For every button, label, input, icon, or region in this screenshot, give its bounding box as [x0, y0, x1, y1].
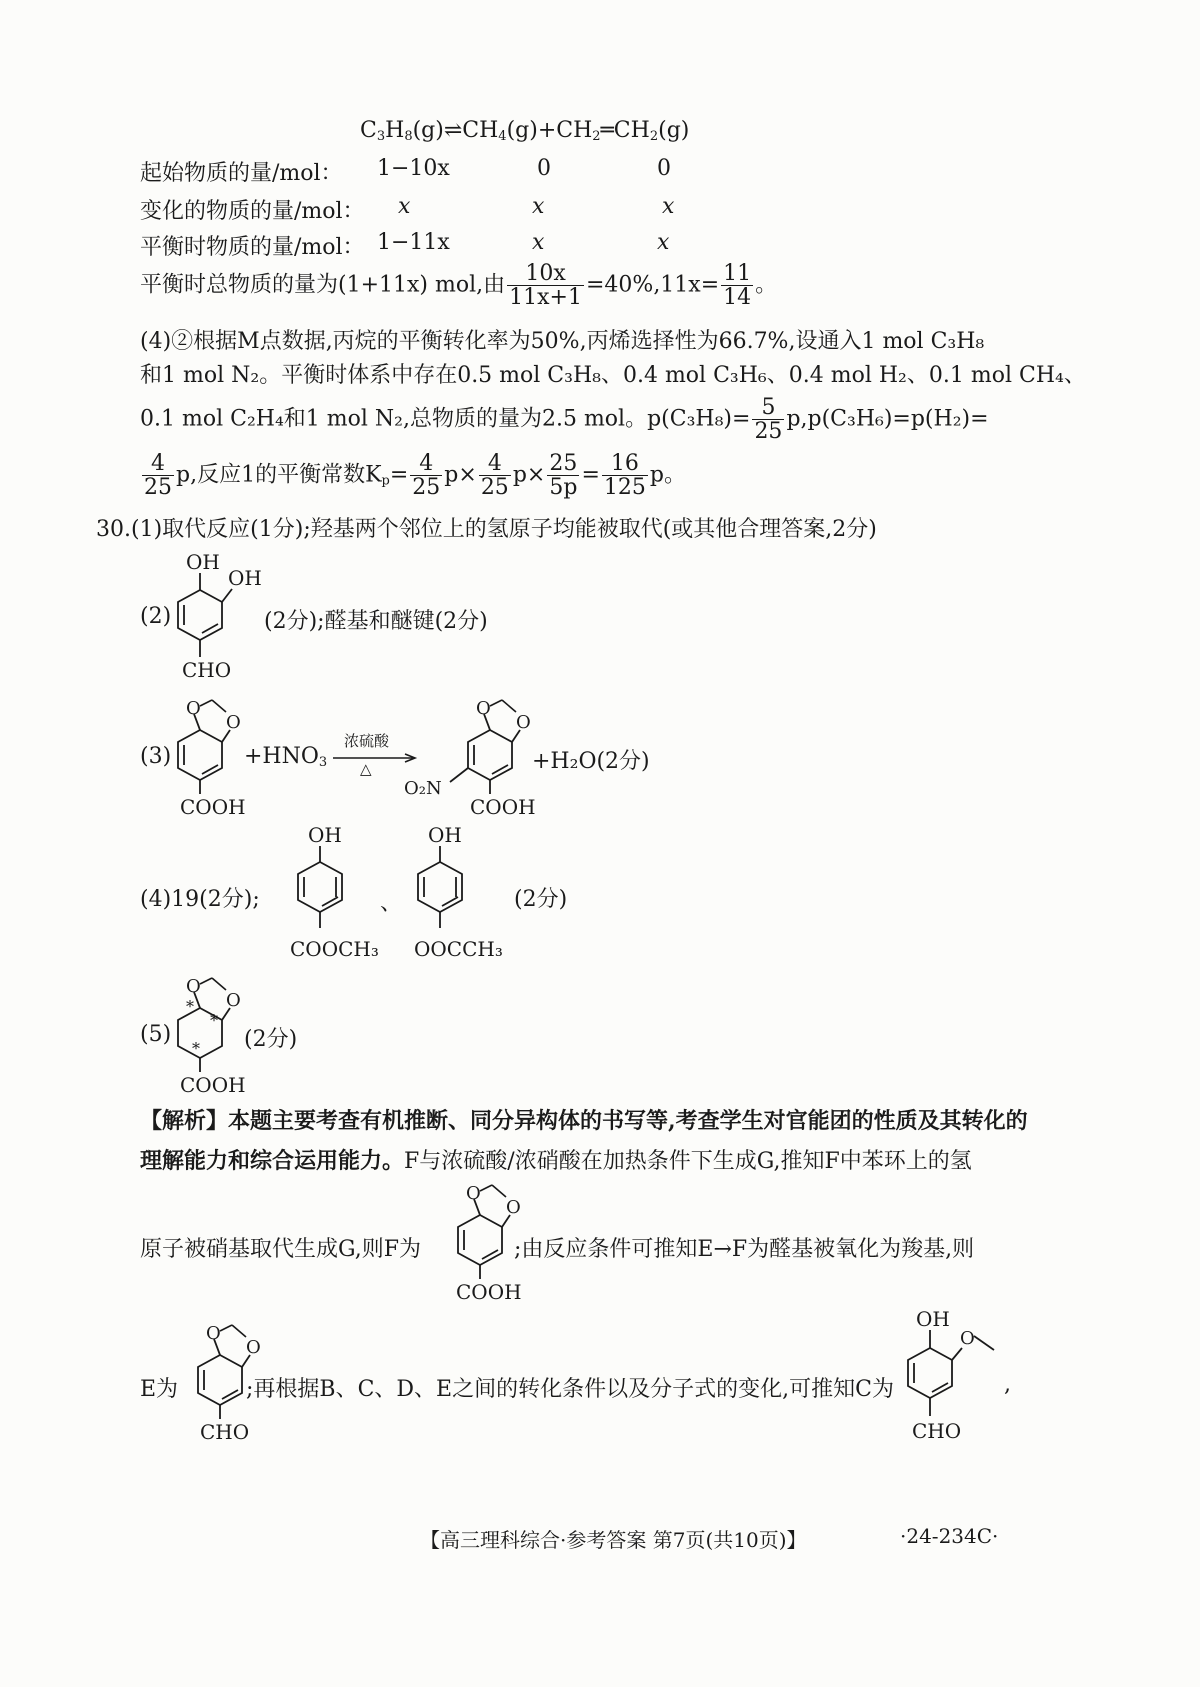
svg-text:OH: OH	[228, 566, 262, 590]
table-cell: x	[532, 194, 545, 219]
svg-text:COOCH₃: COOCH₃	[290, 937, 379, 961]
table-row-label: 平衡时物质的量/mol：	[140, 235, 365, 260]
svg-text:CHO: CHO	[182, 658, 232, 682]
footer-page-info: 【高三理科综合·参考答案 第7页(共10页)】	[420, 1528, 807, 1552]
q30-part5-end: (2分)	[244, 1027, 298, 1052]
svg-text:*: *	[210, 1011, 218, 1030]
table-cell: x	[657, 230, 670, 255]
structure-diol-aldehyde	[160, 545, 270, 685]
part4-line3: 0.1 mol C₂H₄和1 mol N₂,总物质的量为2.5 mol。p(C₃H₈)= $\frac{5}{25}$ p,p(C₃H₆)=p(H₂)=	[140, 395, 989, 445]
svg-text:O: O	[466, 1183, 481, 1204]
analysis-line4b: ;再根据B、C、D、E之间的转化条件以及分子式的变化,可推知C为	[246, 1377, 894, 1402]
footer-code: ·24-234C·	[900, 1524, 999, 1548]
fraction: $\frac{4}{25}$	[412, 451, 441, 501]
part4-line1: (4)②根据M点数据,丙烷的平衡转化率为50%,丙烯选择性为66.7%,设通入1 mol C₃H₈	[140, 329, 985, 354]
svg-text:O: O	[516, 712, 531, 733]
table-cell: 1−10x	[377, 156, 450, 181]
svg-text:COOH: COOH	[180, 795, 246, 819]
q30-part3-label: (3)	[140, 744, 172, 769]
svg-text:OH: OH	[186, 550, 220, 574]
svg-text:OH: OH	[916, 1307, 950, 1331]
analysis-tag: 【解析】	[140, 1108, 229, 1134]
q30-part3-end: +H₂O(2分)	[532, 749, 650, 774]
analysis-line4c: ,	[1004, 1372, 1011, 1397]
reaction-equation: $C_3H_8(g)\rightleftharpoons CH_4(g)+CH_2═CH_2(g)$	[360, 118, 690, 144]
part4-line2: 和1 mol N₂。平衡时体系中存在0.5 mol C₃H₈、0.4 mol C₃H₆、0.4 mol H₂、0.1 mol CH₄、	[140, 363, 1086, 388]
fraction: $\frac{11}{14}$	[723, 261, 752, 311]
fraction: $\frac{4}{25}$	[144, 451, 172, 501]
heat-symbol: △	[360, 760, 372, 778]
q30-part2-text: (2分);醛基和醚键(2分)	[264, 609, 488, 634]
table-cell: 0	[537, 156, 551, 181]
svg-text:COOH: COOH	[456, 1280, 522, 1304]
analysis-line4a: E为	[140, 1377, 179, 1402]
q30-part4-end: (2分)	[514, 887, 568, 912]
fraction: $\frac{16}{125}$	[603, 451, 646, 501]
svg-text:O: O	[206, 1323, 221, 1344]
svg-text:O: O	[476, 698, 491, 719]
svg-text:OH: OH	[308, 823, 342, 847]
svg-text:*: *	[192, 1039, 200, 1058]
part4-line4: $\frac{4}{25}$ p,反应1的平衡常数$K_p=$ $\frac{4}{25}$ p× $\frac{4}{25}$ p× $\frac{25}{5p}$ = $\frac{16}{125}$ p。	[144, 451, 686, 501]
fraction: $\frac{25}{5p}$	[549, 451, 578, 501]
fraction: $\frac{5}{25}$	[754, 395, 783, 445]
structure-hydroxyphenyl-acetate	[400, 820, 520, 970]
analysis-line1: 【解析】本题主要考查有机推断、同分异构体的书写等,考查学生对官能团的性质及其转化的	[140, 1108, 1028, 1134]
svg-text:CHO: CHO	[200, 1420, 250, 1444]
svg-text:COOH: COOH	[470, 795, 536, 819]
table-row-label: 变化的物质的量/mol：	[140, 199, 365, 224]
table-cell: x	[662, 194, 675, 219]
q30-part4-sep: 、	[380, 891, 403, 916]
table-cell: 1−11x	[377, 230, 450, 255]
analysis-line3a: 原子被硝基取代生成G,则F为	[140, 1237, 422, 1262]
q30-part2-label: (2)	[140, 604, 172, 629]
structure-c	[890, 1300, 1010, 1450]
analysis-line3b: ;由反应条件可推知E→F为醛基被氧化为羧基,则	[514, 1237, 975, 1262]
table-row-label: 起始物质的量/mol：	[140, 161, 343, 186]
q30-part4-label: (4)19(2分);	[140, 887, 260, 912]
svg-text:O: O	[226, 990, 241, 1011]
table-cell: 0	[657, 156, 671, 181]
analysis-line2: 理解能力和综合运用能力。F与浓硫酸/浓硝酸在加热条件下生成G,推知F中苯环上的氢	[140, 1148, 972, 1174]
svg-text:O: O	[186, 976, 201, 997]
q30-line1: 30.(1)取代反应(1分);羟基两个邻位上的氢原子均能被取代(或其他合理答案,2分)	[96, 517, 877, 542]
total-amount-line: 平衡时总物质的量为(1+11x) mol,由 $\frac{10x}{11x+1}$ =40%,11x= $\frac{11}{14}$ 。	[140, 261, 778, 311]
svg-text:*: *	[186, 997, 194, 1016]
svg-text:CHO: CHO	[912, 1419, 962, 1443]
svg-text:COOH: COOH	[180, 1073, 246, 1097]
svg-text:O: O	[506, 1197, 521, 1218]
svg-text:OOCCH₃: OOCCH₃	[414, 937, 503, 961]
svg-text:O: O	[226, 712, 241, 733]
fraction: $\frac{10x}{11x+1}$	[509, 261, 582, 311]
svg-text:O₂N: O₂N	[404, 778, 442, 799]
q30-part5-label: (5)	[140, 1022, 172, 1047]
structure-nitro-acid	[400, 690, 540, 820]
fraction: $\frac{4}{25}$	[480, 451, 509, 501]
reaction-condition: 浓硫酸	[344, 732, 390, 750]
table-cell: x	[532, 230, 545, 255]
svg-text:O: O	[960, 1328, 975, 1349]
svg-text:OH: OH	[428, 823, 462, 847]
table-cell: x	[398, 194, 411, 219]
q30-part3-hno3: $+HNO_3$	[244, 744, 328, 770]
svg-text:O: O	[186, 698, 201, 719]
svg-text:O: O	[246, 1337, 261, 1358]
